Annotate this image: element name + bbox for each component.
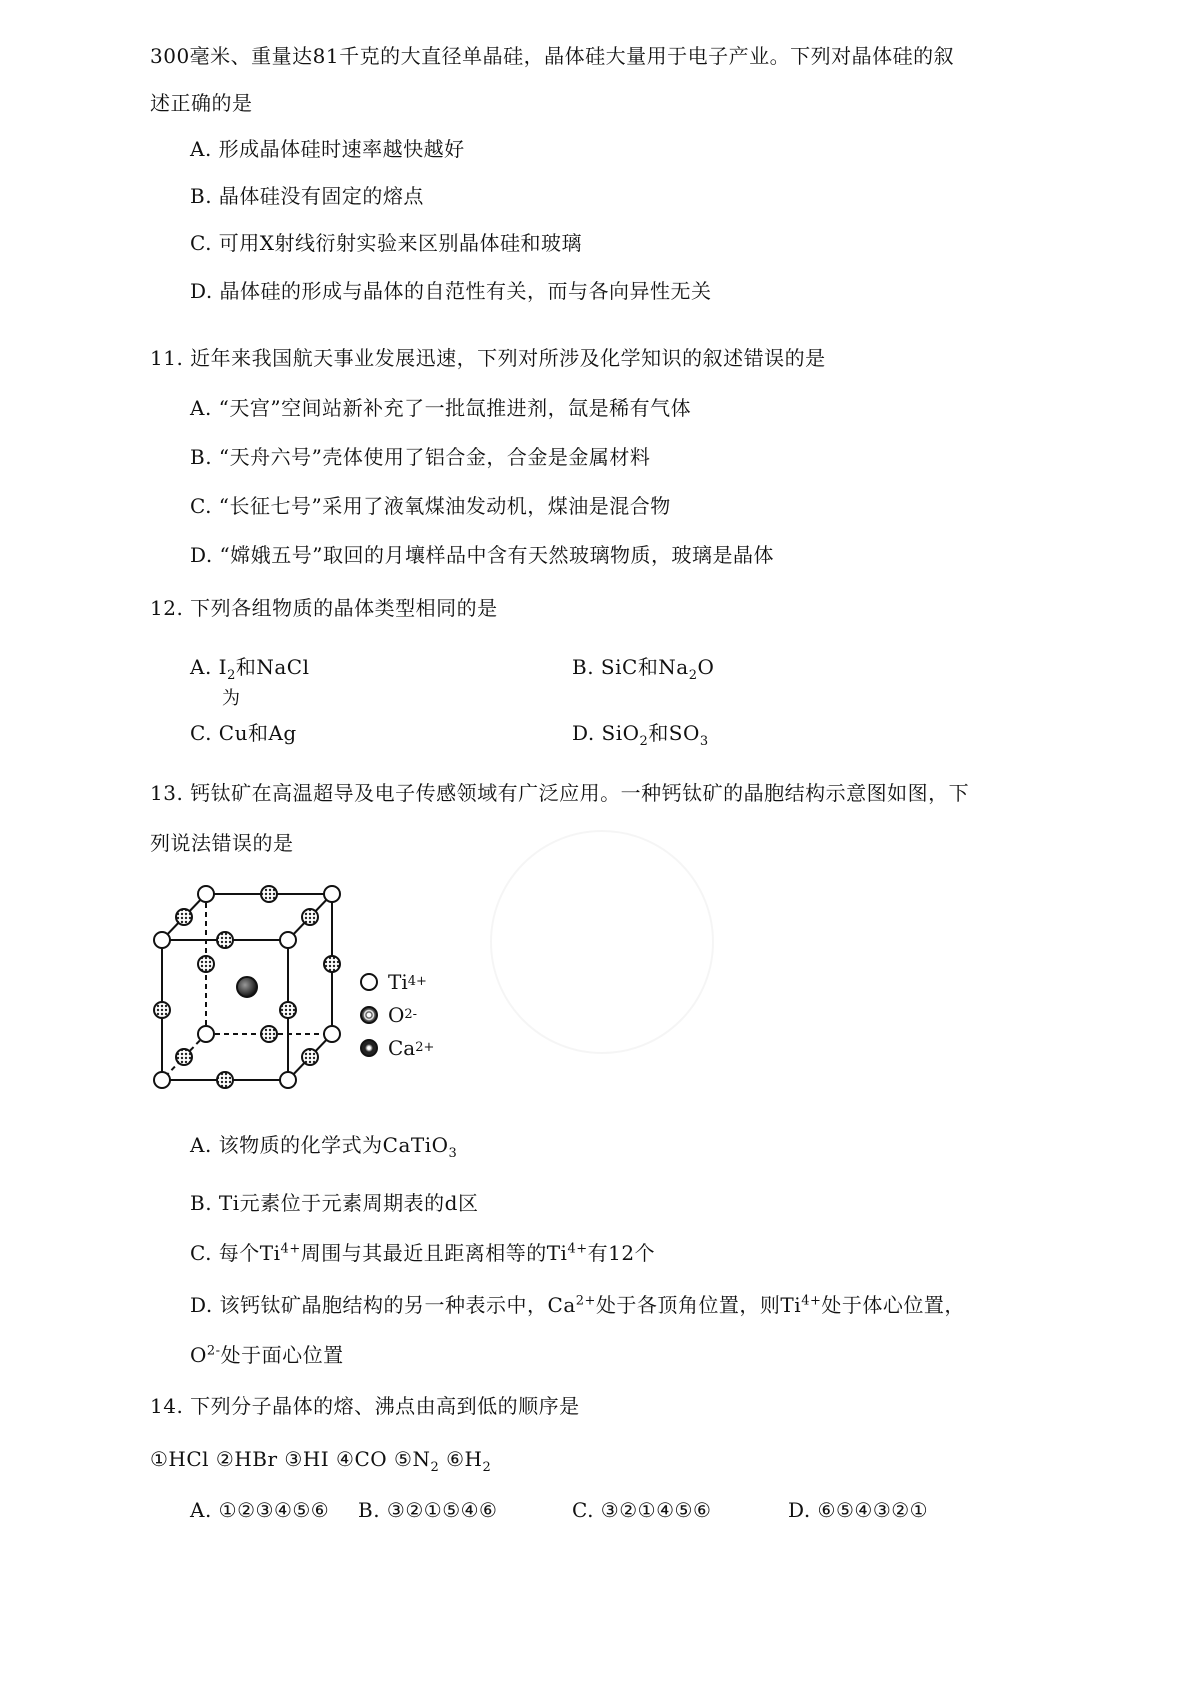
q14-h2: ⑥H — [439, 1447, 483, 1471]
q13-option-c — [190, 1240, 655, 1266]
q11-option-b: B. “天舟六号”壳体使用了铝合金，合金是金属材料 — [190, 445, 651, 469]
q13-c-prefix: C. 每个Ti — [190, 1241, 281, 1265]
q11-option-d: D. “嫦娥五号”取回的月壤样品中含有天然玻璃物质，玻璃是晶体 — [190, 543, 774, 567]
q11-stem: 11. 近年来我国航天事业发展迅速，下列对所涉及化学知识的叙述错误的是 — [150, 346, 826, 370]
q13-c-sup1: 4+ — [280, 1241, 301, 1257]
q10-option-a: A. 形成晶体硅时速率越快越好 — [190, 137, 465, 161]
q12-stem: 12. 下列各组物质的晶体类型相同的是 — [150, 596, 498, 620]
q14-items-text: ①HCl ②HBr ③HI ④CO ⑤N — [150, 1447, 431, 1471]
q12-b-prefix: B. SiC和Na — [572, 655, 689, 679]
q14-h2-sub: 2 — [482, 1460, 492, 1475]
q12-option-b — [572, 654, 715, 683]
q12-a-prefix: A. I — [190, 655, 228, 679]
q14-stem: 14. 下列分子晶体的熔、沸点由高到低的顺序是 — [150, 1394, 580, 1418]
q13-c-rest: 有12个 — [587, 1241, 656, 1265]
q14-option-a: A. ①②③④⑤⑥ — [190, 1498, 330, 1522]
q13-a-prefix: A. 该物质的化学式为CaTiO — [190, 1133, 449, 1157]
q10-option-d: D. 晶体硅的形成与晶体的自范性有关，而与各向异性无关 — [190, 279, 712, 303]
q13-d-sup1: 2+ — [575, 1293, 596, 1309]
q12-d-sub1: 2 — [639, 734, 649, 749]
q12-a-sub: 2 — [227, 668, 236, 683]
q13-option-d — [190, 1292, 965, 1318]
q11-option-a: A. “天宫”空间站新补充了一批氙推进剂，氙是稀有气体 — [190, 396, 692, 420]
legend-ca-ion: Ca — [388, 1036, 416, 1060]
q13-d-prefix: D. 该钙钛矿晶胞结构的另一种表示中，Ca — [190, 1293, 576, 1317]
q14-option-c: C. ③②①④⑤⑥ — [572, 1498, 712, 1522]
q13-option-d-line2 — [190, 1342, 344, 1368]
q12-b-sub: 2 — [688, 668, 698, 683]
legend-ti: Ti 4+ — [360, 970, 427, 994]
dotted-circle-icon — [360, 1006, 378, 1024]
q10-stem-line1: 300毫米、重量达81千克的大直径单晶硅，晶体硅大量用于电子产业。下列对晶体硅的叙 — [150, 44, 955, 68]
q13-a-sub: 3 — [448, 1146, 458, 1161]
q10-option-b: B. 晶体硅没有固定的熔点 — [190, 184, 424, 208]
q14-option-d: D. ⑥⑤④③②① — [788, 1498, 929, 1522]
q12-d-prefix: D. SiO — [572, 721, 640, 745]
watermark-seal — [490, 830, 714, 1054]
q13-option-b: B. Ti元素位于元素周期表的d区 — [190, 1191, 479, 1215]
q14-option-b: B. ③②①⑤④⑥ — [358, 1498, 498, 1522]
q10-option-c: C. 可用X射线衍射实验来区别晶体硅和玻璃 — [190, 231, 583, 255]
q13-stem-line2: 列说法错误的是 — [150, 831, 294, 855]
q12-option-a — [190, 654, 310, 683]
q13-d-mid: 处于各顶角位置，则Ti — [595, 1293, 802, 1317]
q12-option-c: C. Cu和Ag — [190, 721, 297, 745]
hollow-circle-icon — [360, 973, 378, 991]
q13-c-sup2: 4+ — [567, 1241, 588, 1257]
legend-o-ion: O — [388, 1003, 405, 1027]
q13-d-sup2: 4+ — [801, 1293, 822, 1309]
q13-d2-rest: 处于面心位置 — [220, 1343, 344, 1367]
q12-d-sub2: 3 — [699, 734, 709, 749]
calcium-ion — [237, 977, 257, 997]
legend-ti-ion: Ti — [388, 970, 408, 994]
q14-items — [150, 1446, 492, 1475]
q13-d2-prefix: O — [190, 1343, 207, 1367]
q12-option-d — [572, 720, 709, 749]
q12-b-rest: O — [697, 655, 715, 679]
q13-d-rest: 处于体心位置， — [821, 1293, 965, 1317]
filled-circle-icon — [360, 1039, 378, 1057]
q13-c-mid: 周围与其最近且距离相等的Ti — [300, 1241, 568, 1265]
perovskite-unit-cell-diagram — [148, 880, 348, 1095]
q12-a-rest: 和NaCl — [235, 655, 310, 679]
q13-stem-line1: 13. 钙钛矿在高温超导及电子传感领域有广泛应用。一种钙钛矿的晶胞结构示意图如图，下 — [150, 781, 970, 805]
q13-d2-sup: 2- — [206, 1343, 221, 1359]
q12-d-mid: 和SO — [648, 721, 700, 745]
legend-o: O 2- — [360, 1003, 417, 1027]
q13-option-a — [190, 1132, 458, 1161]
q10-stem-line2: 述正确的是 — [150, 91, 253, 115]
q11-option-c: C. “长征七号”采用了液氧煤油发动机，煤油是混合物 — [190, 494, 671, 518]
legend-ca: Ca 2+ — [360, 1036, 434, 1060]
q12-a-mark: 为 — [222, 688, 241, 709]
q14-n2-sub: 2 — [430, 1460, 440, 1475]
